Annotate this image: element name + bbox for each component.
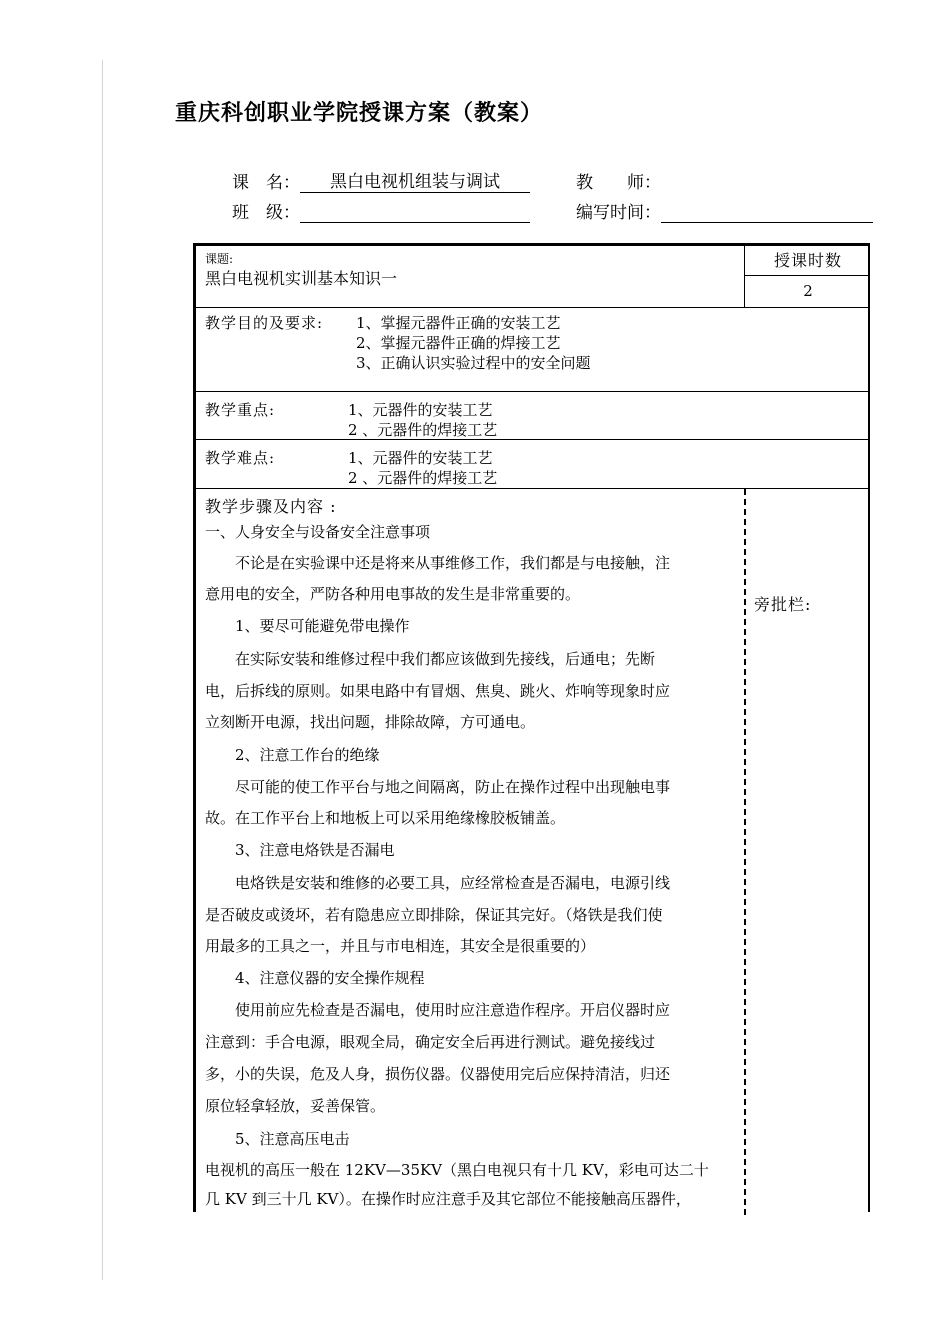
content-line: 5、注意高压电击 bbox=[205, 1130, 350, 1148]
hours-divider bbox=[744, 275, 868, 276]
content-line: 电视机的高压一般在 12KV—35KV（黑白电视只有十几 KV，彩电可达二十 bbox=[205, 1161, 709, 1179]
difficulty-item: 2 、元器件的焊接工艺 bbox=[348, 469, 498, 487]
content-line: 故。在工作平台上和地板上可以采用绝缘橡胶板铺盖。 bbox=[205, 809, 566, 827]
content-line: 几 KV 到三十几 KV）。在操作时应注意手及其它部位不能接触高压器件， bbox=[205, 1190, 691, 1208]
course-label: 课 名： bbox=[232, 173, 300, 193]
topic-label: 课题: bbox=[205, 252, 234, 266]
topic-divider bbox=[744, 246, 745, 307]
row-divider-1 bbox=[196, 307, 868, 308]
date-label: 编写时间： bbox=[576, 203, 661, 223]
document-title: 重庆科创职业学院授课方案（教案） bbox=[175, 100, 544, 126]
key-point-item: 2 、元器件的焊接工艺 bbox=[348, 421, 498, 439]
content-line: 用最多的工具之一，并且与市电相连，其安全是很重要的） bbox=[205, 937, 596, 955]
difficulties-label: 教学难点: bbox=[205, 449, 276, 467]
side-column-divider bbox=[744, 489, 746, 1215]
content-line: 原位轻拿轻放，妥善保管。 bbox=[205, 1097, 386, 1115]
key-point-item: 1、元器件的安装工艺 bbox=[348, 401, 493, 419]
content-line: 4、注意仪器的安全操作规程 bbox=[205, 969, 425, 987]
class-label: 班 级： bbox=[232, 203, 300, 223]
content-line: 3、注意电烙铁是否漏电 bbox=[205, 841, 395, 859]
content-line: 1、要尽可能避免带电操作 bbox=[205, 617, 410, 635]
content-line: 注意到：手合电源，眼观全局，确定安全后再进行测试。避免接线过 bbox=[205, 1033, 656, 1051]
date-value bbox=[661, 202, 873, 223]
objectives-label: 教学目的及要求: bbox=[205, 314, 324, 332]
row-divider-4 bbox=[196, 488, 868, 489]
class-row bbox=[232, 198, 530, 223]
page-margin-line bbox=[102, 60, 103, 1280]
hours-label: 授课时数 bbox=[773, 251, 842, 270]
row-divider-2 bbox=[196, 391, 868, 392]
content-line: 2、注意工作台的绝缘 bbox=[205, 746, 380, 764]
content-line: 在实际安装和维修过程中我们都应该做到先接线，后通电；先断 bbox=[205, 650, 656, 668]
content-line: 电烙铁是安装和维修的必要工具，应经常检查是否漏电，电源引线 bbox=[205, 874, 671, 892]
lesson-plan-table bbox=[193, 243, 870, 1212]
objective-item: 2、掌握元器件正确的焊接工艺 bbox=[356, 334, 561, 352]
content-line: 一、人身安全与设备安全注意事项 bbox=[205, 523, 431, 541]
class-value bbox=[300, 202, 530, 223]
content-line: 使用前应先检查是否漏电，使用时应注意造作程序。开启仪器时应 bbox=[205, 1001, 671, 1019]
objective-item: 1、掌握元器件正确的安装工艺 bbox=[356, 314, 561, 332]
objective-item: 3、正确认识实验过程中的安全问题 bbox=[356, 354, 591, 372]
content-line: 不论是在实验课中还是将来从事维修工作，我们都是与电接触，注 bbox=[205, 554, 671, 572]
content-line: 意用电的安全，严防各种用电事故的发生是非常重要的。 bbox=[205, 585, 581, 603]
content-line: 立刻断开电源，找出问题，排除故障，方可通电。 bbox=[205, 713, 536, 731]
content-label: 教学步骤及内容 : bbox=[205, 497, 337, 516]
content-line: 电，后拆线的原则。如果电路中有冒烟、焦臭、跳火、炸响等现象时应 bbox=[205, 682, 671, 700]
teacher-label: 教 师： bbox=[576, 173, 661, 193]
difficulty-item: 1、元器件的安装工艺 bbox=[348, 449, 493, 467]
content-line: 尽可能的使工作平台与地之间隔离，防止在操作过程中出现触电事 bbox=[205, 778, 671, 796]
teacher-row bbox=[576, 168, 661, 193]
content-line: 是否破皮或烫坏，若有隐患应立即排除，保证其完好。（烙铁是我们使 bbox=[205, 906, 663, 924]
key-points-label: 教学重点: bbox=[205, 401, 276, 419]
topic-value: 黑白电视机实训基本知识一 bbox=[205, 269, 398, 288]
content-line: 多，小的失误，危及人身，损伤仪器。仪器使用完后应保持清洁，归还 bbox=[205, 1065, 671, 1083]
course-row bbox=[232, 168, 530, 193]
date-row bbox=[576, 198, 873, 223]
row-divider-3 bbox=[196, 439, 868, 440]
side-notes-label: 旁批栏: bbox=[754, 595, 812, 614]
hours-value: 2 bbox=[803, 282, 813, 300]
course-value: 黑白电视机组装与调试 bbox=[300, 172, 530, 193]
